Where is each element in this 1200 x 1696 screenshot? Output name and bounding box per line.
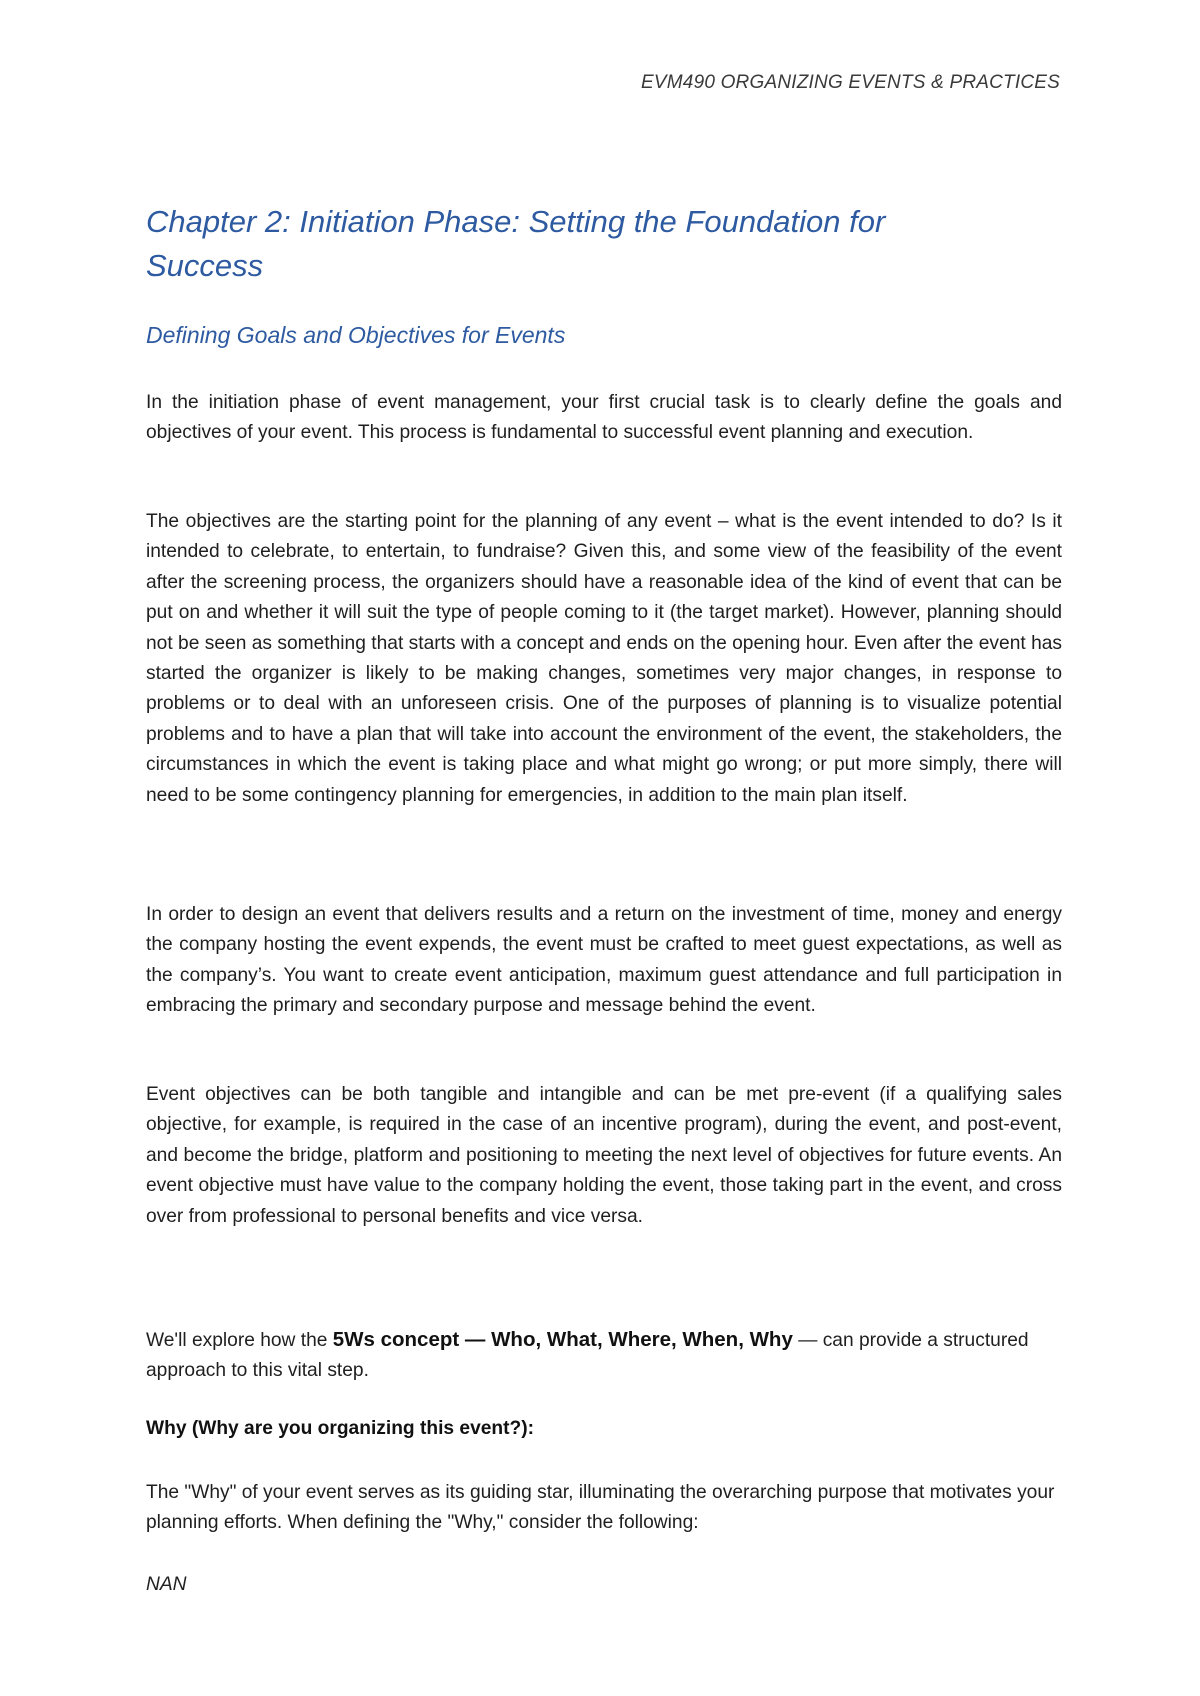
paragraph-5ws [146,1325,1062,1387]
trailing-text: NAN [146,1574,187,1595]
paragraph-5ws-bold: 5Ws concept — Who, What, Where, When, Why [332,1328,793,1351]
paragraph-5ws-suffix: — can provide a structured approach to this vital step. [146,1330,1029,1382]
paragraph-design: In order to design an event that delivers results and a return on the investment of time, money and energy the company hosting the event expends, the event must be crafted to meet guest expectations, as well as the company’s. You want to create event anticipation, maximum guest attendance and full participation in embracing the primary and secondary purpose and message behind the event. [146,904,1062,1017]
chapter-title: Chapter 2: Initiation Phase: Setting the Foundation for Success [146,204,886,283]
paragraph-objectives: The objectives are the starting point for the planning of any event – what is the event intended to do? Is it intended to celebrate, to entertain, to fundraise? Given this, and some view of the feasibility of the event after the screening process, the organizers should have a reasonable idea of the kind of event that can be put on and whether it will suit the type of people coming to it (the target market). However, planning should not be seen as something that starts with a concept and ends on the opening hour. Even after the event has started the organizer is likely to be making changes, sometimes very major changes, in response to problems or to deal with an unforeseen crisis. One of the purposes of planning is to visualize potential problems and to have a plan that will take into account the environment of the event, the stakeholders, the circumstances in which the event is taking place and what might go wrong; or put more simply, there will need to be some contingency planning for emergencies, in addition to the main plan itself. [146,511,1062,806]
paragraph-intro: In the initiation phase of event management, your first crucial task is to clearly define the goals and objectives of your event. This process is fundamental to successful event planning and execution. [146,392,1062,444]
paragraph-why: The "Why" of your event serves as its guiding star, illuminating the overarching purpose that motivates your planning efforts. When defining the "Why," consider the following: [146,1482,1055,1534]
running-header: EVM490 ORGANIZING EVENTS & PRACTICES [641,72,1060,93]
paragraph-5ws-prefix: We'll explore how the [146,1330,333,1351]
section-title: Defining Goals and Objectives for Events [146,322,566,348]
why-heading: Why (Why are you organizing this event?): [146,1418,535,1439]
paragraph-tangible: Event objectives can be both tangible and intangible and can be met pre-event (if a qualifying sales objective, for example, is required in the case of an incentive program), during the event, and post-event, and become the bridge, platform and positioning to meeting the next level of objectives for future events. An event objective must have value to the company holding the event, those taking part in the event, and cross over from professional to personal benefits and vice versa. [146,1084,1062,1227]
